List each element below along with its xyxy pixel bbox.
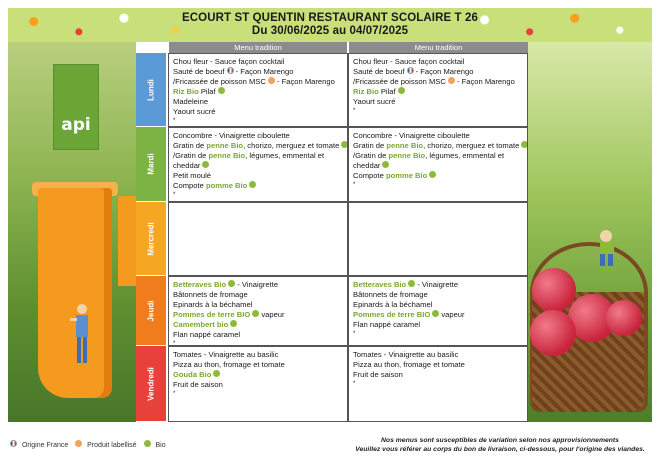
bio-icon xyxy=(213,370,220,377)
bio-product: Pommes de terre BIO xyxy=(173,310,251,319)
menu-item xyxy=(353,151,523,161)
menu-item-text: /Gratin de xyxy=(173,151,209,160)
date-range: Du 30/06/2025 au 04/07/2025 xyxy=(251,25,409,37)
menu-item xyxy=(353,370,523,380)
day-cell-vendredi xyxy=(136,346,166,422)
menu-item-text: cheddar xyxy=(173,161,201,170)
menu-item-text: Petit moulé xyxy=(173,171,211,180)
menu-item-suffix: , légumes, emmental et xyxy=(425,151,505,160)
menu-item xyxy=(173,370,343,380)
bio-product: Pommes de terre BIO xyxy=(353,310,431,319)
label-icon xyxy=(448,77,455,84)
menu-cell xyxy=(348,346,528,422)
menu-item xyxy=(173,330,343,340)
menu-item xyxy=(173,360,343,370)
menu-item xyxy=(353,141,523,151)
menu-item-text: Tomates - Vinaigrette au basilic xyxy=(353,350,459,359)
menu-item xyxy=(173,141,343,151)
menu-cell xyxy=(348,276,528,346)
menu-item xyxy=(353,310,523,320)
column-header-1: Menu tradition xyxy=(169,42,347,53)
menu-bullet: * xyxy=(353,182,356,188)
bio-product: Camembert bio xyxy=(173,320,229,329)
menu-item-suffix: , chorizo, merguez et tomate xyxy=(243,141,340,150)
bio-icon xyxy=(218,87,225,94)
menu-cell xyxy=(168,202,348,276)
menu-item-text: Gratin de xyxy=(353,141,387,150)
menu-bullet: * xyxy=(173,341,176,346)
menu-item-text: Bâtonnets de fromage xyxy=(353,290,428,299)
footer-note-line2: Veuillez vous référer au corps du bon de livraison, ci-dessous, pour l'origine des viandes. xyxy=(355,446,645,453)
menu-item xyxy=(173,97,343,107)
menu-item xyxy=(353,290,523,300)
menu-item-text: /Fricassée de poisson MSC xyxy=(173,77,266,86)
day-label: Mercredi xyxy=(146,221,156,256)
bio-icon xyxy=(382,161,389,168)
bio-icon xyxy=(144,440,151,447)
api-logo xyxy=(53,64,99,150)
bio-icon xyxy=(249,181,256,188)
menu-cell xyxy=(168,127,348,202)
menu-item xyxy=(173,57,343,67)
day-cell-mercredi xyxy=(136,202,166,276)
footer-note-line1: Nos menus sont susceptibles de variation selon nos approvisionnements xyxy=(381,437,619,444)
menu-item xyxy=(173,131,343,141)
menu-cell xyxy=(168,276,348,346)
menu-item xyxy=(353,171,523,181)
menu-cell xyxy=(168,346,348,422)
bio-product: penne Bio xyxy=(208,151,246,160)
bio-icon xyxy=(202,161,209,168)
menu-item-text: Fruit de saison xyxy=(173,380,223,389)
day-cell-jeudi xyxy=(136,276,166,346)
menu-item-text: Concombre - Vinaigrette ciboulette xyxy=(173,131,290,140)
day-label: Vendredi xyxy=(146,366,156,401)
menu-item xyxy=(353,77,523,87)
api-logo-text: api xyxy=(61,115,91,135)
bio-product: pomme Bio xyxy=(385,171,428,180)
bio-product: pomme Bio xyxy=(205,181,248,190)
menu-item-suffix: - Façon Marengo xyxy=(274,77,335,86)
menu-item-text: Yaourt sucré xyxy=(353,97,396,106)
apple xyxy=(606,300,642,336)
day-label: Lundi xyxy=(146,78,156,101)
menu-item-text: Epinards à la béchamel xyxy=(353,300,433,309)
menu-item xyxy=(353,350,523,360)
menu-item xyxy=(353,280,523,290)
bio-icon xyxy=(398,87,405,94)
menu-item-text: Bâtonnets de fromage xyxy=(173,290,248,299)
menu-item xyxy=(173,350,343,360)
menu-item xyxy=(173,320,343,330)
legend-label: Produit labellisé xyxy=(87,442,137,449)
menu-item-text: Pizza au thon, fromage et tomate xyxy=(353,360,465,369)
menu-bullet: * xyxy=(353,108,356,114)
menu-item xyxy=(173,161,343,171)
menu-item-text: Concombre - Vinaigrette ciboulette xyxy=(353,131,470,140)
menu-item-suffix: vapeur xyxy=(259,310,285,319)
apple xyxy=(532,268,576,312)
menu-item-text: /Fricassée de poisson MSC xyxy=(353,77,446,86)
bio-product: Gouda Bio xyxy=(173,370,212,379)
menu-item xyxy=(173,107,343,117)
menu-item-text: Epinards à la béchamel xyxy=(173,300,253,309)
label-icon xyxy=(268,77,275,84)
menu-item-text: Gratin de xyxy=(173,141,207,150)
menu-bullet: * xyxy=(173,192,176,198)
menu-item-text: Flan nappé caramel xyxy=(173,330,241,339)
menu-item xyxy=(353,360,523,370)
menu-item-suffix: , légumes, emmental et xyxy=(245,151,325,160)
menu-item-text: Pilaf xyxy=(198,87,216,96)
label-icon xyxy=(75,440,82,447)
menu-item xyxy=(353,131,523,141)
menu-item xyxy=(173,181,343,191)
bio-product: Riz Bio xyxy=(173,87,199,96)
bio-product: penne Bio xyxy=(386,141,424,150)
menu-item-text: Yaourt sucré xyxy=(173,107,216,116)
france-flag-icon xyxy=(10,440,17,447)
menu-bullet: * xyxy=(173,118,176,124)
second-boot xyxy=(118,196,136,286)
menu-item xyxy=(173,310,343,320)
bio-icon xyxy=(230,320,237,327)
menu-item xyxy=(173,77,343,87)
legend xyxy=(8,440,169,449)
menu-item xyxy=(173,300,343,310)
menu-item xyxy=(353,67,523,77)
day-cell-mardi xyxy=(136,127,166,202)
menu-item xyxy=(353,320,523,330)
day-label: Mardi xyxy=(146,153,156,175)
menu-cell xyxy=(348,202,528,276)
day-label: Jeudi xyxy=(146,300,156,321)
menu-item-text: Flan nappé caramel xyxy=(353,320,421,329)
bio-icon xyxy=(341,141,348,148)
menu-item-suffix: - Façon Marengo xyxy=(454,77,515,86)
france-flag-icon xyxy=(407,67,414,74)
page-title: ECOURT ST QUENTIN RESTAURANT SCOLAIRE T 26 xyxy=(182,12,478,24)
menu-item xyxy=(353,300,523,310)
menu-item-suffix: vapeur xyxy=(439,310,465,319)
menu-item xyxy=(353,97,523,107)
menu-item xyxy=(353,161,523,171)
legend-origin: Origine France xyxy=(21,442,69,449)
menu-cell xyxy=(348,127,528,202)
menu-item xyxy=(173,151,343,161)
day-cell-lundi xyxy=(136,53,166,127)
menu-item xyxy=(173,280,343,290)
child-illustration xyxy=(70,302,94,368)
bio-product: Betteraves Bio xyxy=(353,280,407,289)
menu-item-text: Sauté de boeuf xyxy=(353,67,405,76)
menu-item xyxy=(173,290,343,300)
menu-item-text: Pizza au thon, fromage et tomate xyxy=(173,360,285,369)
menu-item-suffix: - Façon Marengo xyxy=(413,67,474,76)
menu-item xyxy=(173,380,343,390)
menu-item xyxy=(173,87,343,97)
menu-bullet: * xyxy=(353,381,356,387)
bio-product: penne Bio xyxy=(206,141,244,150)
bio-product: Betteraves Bio xyxy=(173,280,227,289)
menu-item-suffix: - Vinaigrette xyxy=(415,280,459,289)
menu-item-suffix: - Vinaigrette xyxy=(235,280,279,289)
column-header-2: Menu tradition xyxy=(349,42,528,53)
menu-item-text: cheddar xyxy=(353,161,381,170)
menu-item-text: Fruit de saison xyxy=(353,370,403,379)
menu-item xyxy=(173,171,343,181)
footer-note xyxy=(350,436,650,454)
bio-product: penne Bio xyxy=(388,151,426,160)
menu-item xyxy=(173,67,343,77)
legend-bio: Bio xyxy=(155,442,166,449)
bio-icon xyxy=(429,171,436,178)
menu-item-suffix: - Façon Marengo xyxy=(233,67,294,76)
menu-grid xyxy=(136,42,528,422)
apple xyxy=(530,310,576,356)
menu-item-text: Compote xyxy=(353,171,386,180)
menu-bullet: * xyxy=(173,391,176,397)
menu-item-text: Madeleine xyxy=(173,97,209,106)
menu-item-suffix: , chorizo, merguez et tomate xyxy=(423,141,520,150)
menu-item-text: Chou fleur - Sauce façon cocktail xyxy=(353,57,465,66)
menu-item-text: Chou fleur - Sauce façon cocktail xyxy=(173,57,285,66)
menu-item-text: Compote xyxy=(173,181,206,190)
france-flag-icon xyxy=(227,67,234,74)
menu-item-text: Sauté de boeuf xyxy=(173,67,225,76)
right-photo xyxy=(528,42,652,422)
menu-item-text: /Gratin de xyxy=(353,151,389,160)
menu-item-text: Tomates - Vinaigrette au basilic xyxy=(173,350,279,359)
menu-cell xyxy=(168,53,348,127)
left-photo xyxy=(8,42,136,422)
bio-product: Riz Bio xyxy=(353,87,379,96)
menu-item xyxy=(353,87,523,97)
climbing-child-illustration xyxy=(592,228,628,268)
menu-item-text: Pilaf xyxy=(378,87,396,96)
menu-cell xyxy=(348,53,528,127)
menu-item xyxy=(353,57,523,67)
bio-icon xyxy=(521,141,528,148)
menu-bullet: * xyxy=(353,331,356,337)
